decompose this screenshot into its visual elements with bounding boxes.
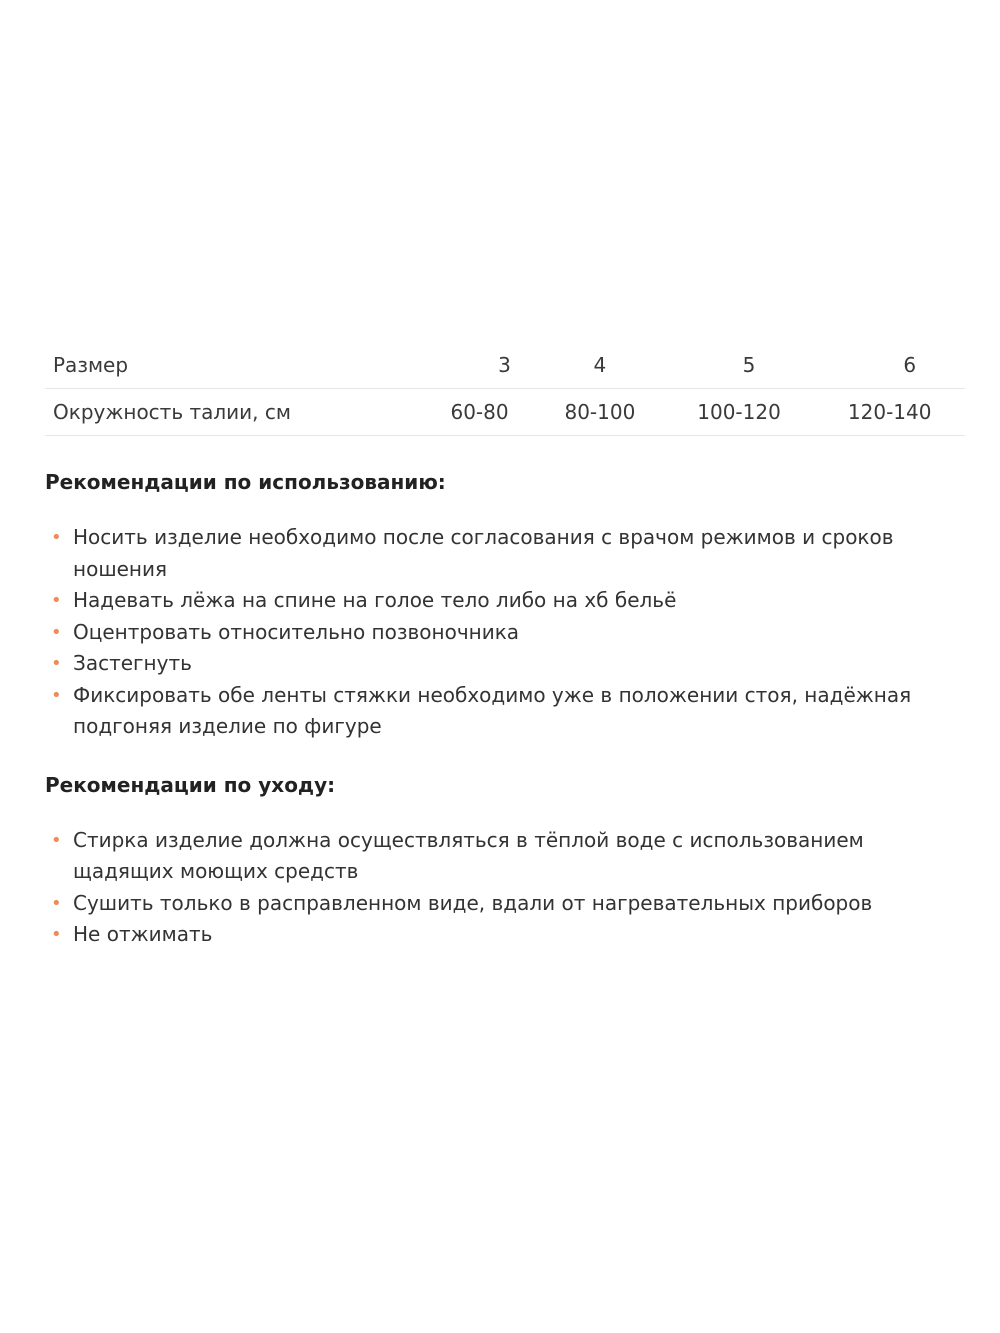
size-header-cell: 4 [536,342,664,389]
bullet-icon: • [51,924,62,945]
list-item [45,585,965,617]
list-item-text: Не отжимать [73,922,213,946]
bullet-icon: • [51,621,62,643]
usage-list [45,522,965,743]
waist-cell: 60-80 [423,389,536,436]
waist-row [45,389,965,436]
size-header-label: Размер [45,342,423,389]
list-item [45,522,965,585]
waist-cell: 80-100 [536,389,664,436]
list-item-text: Фиксировать обе ленты стяжки необходимо уже в положении стоя, надёжная подгоняя изделие по фигуре [73,682,912,738]
bullet-icon: • [51,527,62,548]
list-item [45,680,965,743]
waist-cell: 120-140 [814,389,965,436]
size-header-cell: 5 [664,342,815,389]
size-table [45,342,965,436]
size-header-cell: 6 [814,342,965,389]
list-item-text: Надевать лёжа на спине на голое тело либо на хб бельё [73,588,677,612]
list-item [45,888,965,920]
usage-title: Рекомендации по использованию: [45,470,446,494]
list-item-text: Оцентровать относительно позвоночника [73,619,520,644]
list-item [45,825,965,888]
list-item [45,617,965,649]
product-description [45,342,965,951]
bullet-icon: • [51,590,62,611]
list-item-text: Носить изделие необходимо после согласования с врачом режимов и сроков ношения [73,525,894,581]
size-header-cell: 3 [423,342,536,389]
bullet-icon: • [51,653,62,674]
bullet-icon: • [51,684,62,706]
care-list [45,825,965,951]
list-item-text: Сушить только в расправленном виде, вдали от нагревательных приборов [73,890,873,915]
care-title: Рекомендации по уходу: [45,772,336,797]
waist-row-label: Окружность талии, см [45,389,423,436]
bullet-icon: • [51,892,62,914]
list-item-text: Застегнуть [73,651,192,675]
list-item [45,919,965,951]
list-item-text: Стирка изделие должна осуществляться в тёплой воде с использованием щадящих моющих средств [73,827,864,883]
list-item [45,648,965,680]
waist-cell: 100-120 [664,389,815,436]
size-header-row [45,342,965,389]
bullet-icon: • [51,829,62,851]
